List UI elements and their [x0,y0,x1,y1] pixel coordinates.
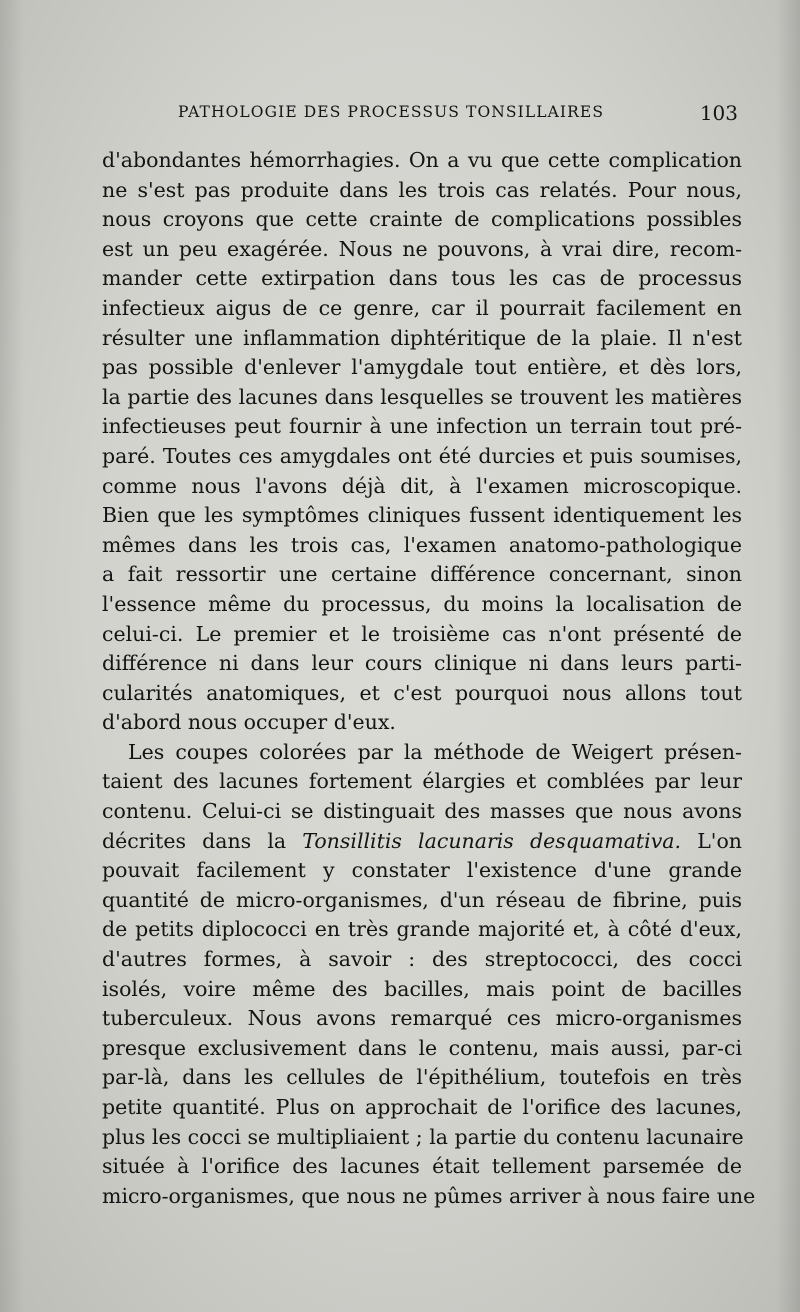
text-line: l'essence même du processus, du moins la localisation de [102,591,742,616]
text-line: résulter une inflammation diphtéritique de la plaie. Il n'est [102,325,742,350]
text-line: située à l'orifice des lacunes était tellement parsemée de [102,1154,742,1179]
paragraph-start-line: Les coupes colorées par la méthode de Weigert présen- [128,739,742,764]
text-line: d'autres formes, à savoir : des streptococci, des cocci [102,947,742,972]
text-line: Bien que les symptômes cliniques fussent identiquement les [102,503,742,528]
text-line: mêmes dans les trois cas, l'examen anatomo-pathologique [102,532,742,557]
text-line: micro-organismes, que nous ne pûmes arriver à nous faire une [102,1183,756,1208]
text-line: presque exclusivement dans le contenu, mais aussi, par-ci [102,1035,742,1060]
text-line: comme nous l'avons déjà dit, à l'examen microscopique. [102,473,742,498]
text-run: décrites dans la [102,828,303,853]
text-line: petite quantité. Plus on approchait de l'orifice des lacunes, [102,1095,742,1119]
text-line: plus les cocci se multipliaient ; la partie du contenu lacunaire [102,1124,744,1149]
text-line: tuberculeux. Nous avons remarqué ces micro-organismes [102,1006,742,1031]
text-line: d'abondantes hémorrhagies. On a vu que cette complication [102,148,742,172]
text-line: est un peu exagérée. Nous ne pouvons, à vrai dire, recom- [102,236,742,261]
text-line-with-italic [102,827,742,857]
body-text [102,146,756,1211]
text-line: de petits diplococci en très grande majorité et, à côté d'eux, [102,917,742,942]
running-header [178,103,738,127]
text-line: infectieuses peut fournir à une infection un terrain tout pré- [102,414,742,439]
left-page-shadow [0,0,24,1312]
text-line: celui-ci. Le premier et le troisième cas n'ont présenté de [102,621,742,646]
text-line: taient des lacunes fortement élargies et comblées par leur [102,769,742,794]
text-line: cularités anatomiques, et c'est pourquoi nous allons tout [102,680,742,705]
text-line: pas possible d'enlever l'amygdale tout entière, et dès lors, [102,355,742,380]
text-line: infectieux aigus de ce genre, car il pourrait facilement en [102,295,742,320]
right-page-shadow [776,0,800,1312]
text-line: ne s'est pas produite dans les trois cas relatés. Pour nous, [102,177,742,202]
text-line: nous croyons que cette crainte de complications possibles [102,207,742,232]
text-line: a fait ressortir une certaine différence concernant, sinon [102,562,742,587]
text-line: par-là, dans les cellules de l'épithélium, toutefois en très [102,1065,742,1090]
paragraph-end-line: d'abord nous occuper d'eux. [102,710,396,735]
text-line: mander cette extirpation dans tous les cas de processus [102,266,742,291]
text-line: contenu. Celui-ci se distinguait des masses que nous avons [102,799,742,824]
italic-term: Tonsillitis lacunaris desquamativa. [302,828,682,853]
text-line: la partie des lacunes dans lesquelles se trouvent les matières [102,384,742,409]
text-line: isolés, voire même des bacilles, mais point de bacilles [102,976,742,1001]
text-line: quantité de micro-organismes, d'un réseau de fibrine, puis [102,887,742,912]
page-number: 103 [699,101,738,125]
text-run: L'on [681,828,742,853]
text-line: pouvait facilement y constater l'existence d'une grande [102,858,742,883]
text-line: paré. Toutes ces amygdales ont été durcies et puis soumises, [102,443,742,468]
text-line: différence ni dans leur cours clinique ni dans leurs parti- [102,651,742,676]
running-title: PATHOLOGIE DES PROCESSUS TONSILLAIRES [178,103,605,121]
